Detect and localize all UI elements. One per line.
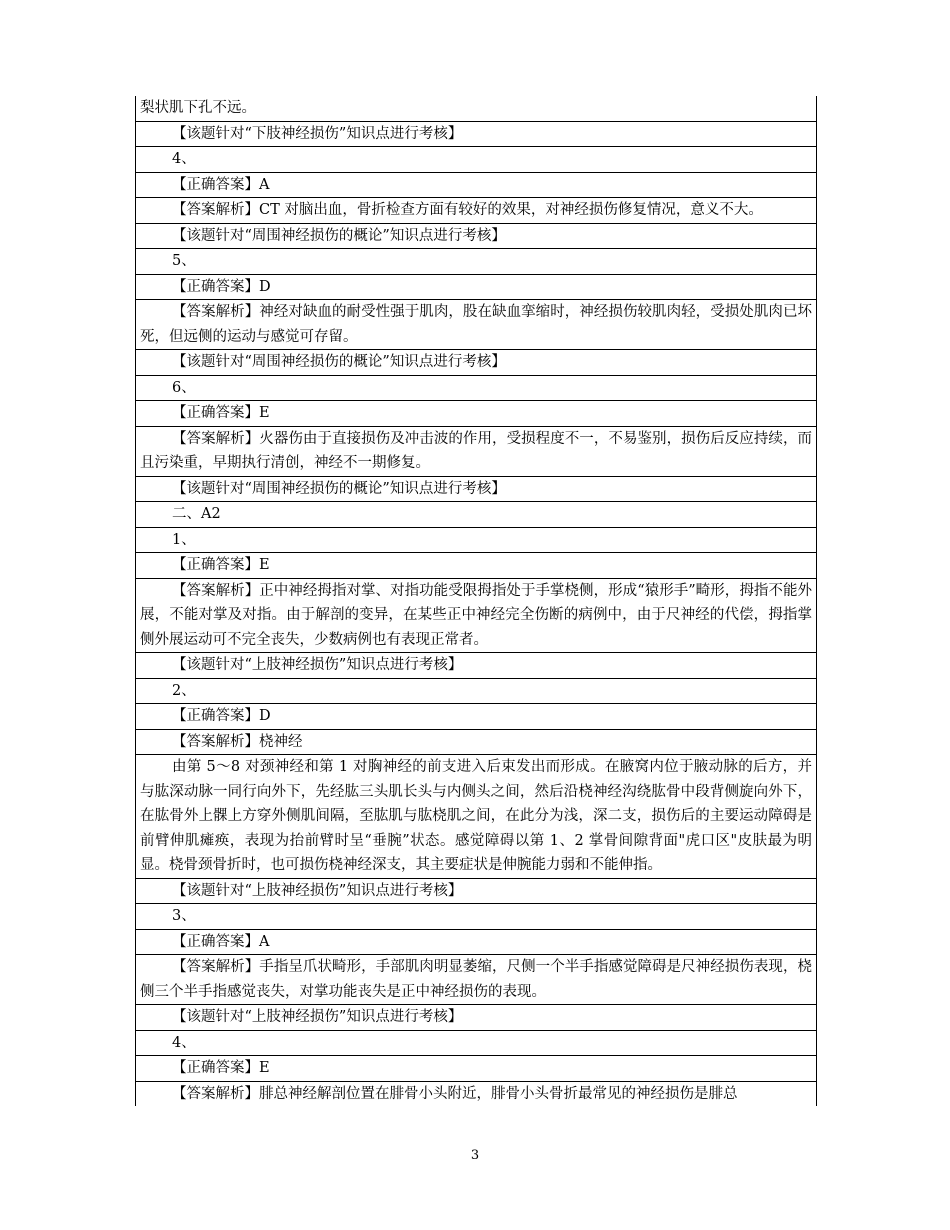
table-row: [136, 704, 816, 730]
table-row: [136, 579, 816, 654]
row-text: 4、: [172, 1034, 196, 1051]
table-row: [136, 224, 816, 250]
row-text: 【答案解析】正中神经拇指对掌、对指功能受限拇指处于手掌桡侧，形成“猿形手”畸形，拇指不能外展，不能对掌及对指。由于解剖的变异，在某些正中神经完全伤断的病例中，由于尺神经的代偿，拇指掌侧外展运动可不完全丧失，少数病例也有表现正常者。: [140, 582, 812, 648]
table-row: [136, 528, 816, 554]
table-row: [136, 502, 816, 528]
row-text: 4、: [172, 151, 196, 167]
table-row: [136, 198, 816, 224]
row-text: 【答案解析】桡神经: [172, 733, 303, 750]
row-text: 【该题针对“下肢神经损伤”知识点进行考核】: [172, 125, 463, 142]
table-row: [136, 401, 816, 427]
table-row: [136, 427, 816, 477]
row-text: 【答案解析】腓总神经解剖位置在腓骨小头附近，腓骨小头骨折最常见的神经损伤是腓总: [172, 1085, 738, 1102]
row-text: 【正确答案】E: [172, 557, 270, 573]
row-text: 【该题针对“周围神经损伤的概论”知识点进行考核】: [172, 480, 506, 497]
row-text: 【正确答案】A: [172, 176, 270, 193]
table-row: [136, 477, 816, 503]
table-row: [136, 955, 816, 1005]
table-row: [136, 376, 816, 402]
row-text: 2、: [172, 682, 196, 699]
table-row: [136, 249, 816, 275]
row-text: 【正确答案】E: [172, 1060, 270, 1076]
row-text: 梨状肌下孔不远。: [140, 100, 256, 116]
row-text: 【该题针对“周围神经损伤的概论”知识点进行考核】: [172, 227, 506, 244]
table-row: [136, 653, 816, 679]
row-text: 6、: [172, 379, 196, 396]
row-text: 【正确答案】E: [172, 405, 270, 421]
row-text: 由第 5～8 对颈神经和第 1 对胸神经的前支进入后束发出而形成。在腋窝内位于腋动脉的后方，并与肱深动脉一同行向外下，先经肱三头肌长头与内侧头之间，然后沿桡神经沟绕肱骨中段背侧旋向外下，在肱骨外上髁上方穿外侧肌间隔，至肱肌与肱桡肌之间，在此分为浅，深二支，损伤后的主要运动障碍是前臂伸肌瘫痪，表现为抬前臂时呈“垂腕”状态。感觉障碍以第 1、2 掌骨间隙背面"虎口区"皮肤最为明显。桡骨颈骨折时，也可损伤桡神经深支，其主要症状是伸腕能力弱和不能伸指。: [140, 759, 812, 873]
table-row: [136, 96, 816, 122]
row-text: 1、: [172, 531, 196, 548]
table-row: [136, 879, 816, 905]
row-text: 【答案解析】神经对缺血的耐受性强于肌肉，股在缺血挛缩时，神经损伤较肌肉轻，受损处肌肉已坏死，但远侧的运动与感觉可存留。: [140, 304, 812, 345]
table-row: [136, 1082, 816, 1107]
row-text: 【正确答案】D: [172, 278, 271, 295]
row-text: 【该题针对“上肢神经损伤”知识点进行考核】: [172, 882, 463, 899]
table-row: [136, 1031, 816, 1057]
table-row: [136, 904, 816, 930]
answer-table: [135, 96, 817, 1106]
row-text: 5、: [172, 253, 196, 269]
page-number: 3: [470, 1148, 480, 1163]
row-text: 3、: [172, 908, 196, 924]
table-row: [136, 147, 816, 173]
table-row: [136, 275, 816, 301]
row-text: 【答案解析】CT 对脑出血，骨折检查方面有较好的效果，对神经损伤修复情况，意义不大。: [172, 202, 763, 218]
table-row: [136, 930, 816, 956]
table-row: [136, 300, 816, 350]
row-text: 【答案解析】火器伤由于直接损伤及冲击波的作用，受损程度不一，不易鉴别，损伤后反应持续，而且污染重，早期执行清创，神经不一期修复。: [140, 430, 812, 471]
table-row: [136, 755, 816, 879]
table-row: [136, 679, 816, 705]
table-row: [136, 1056, 816, 1082]
table-row: [136, 350, 816, 376]
row-text: 【正确答案】D: [172, 708, 271, 724]
row-text: 【该题针对“上肢神经损伤”知识点进行考核】: [172, 657, 463, 673]
table-row: [136, 173, 816, 199]
table-row: [136, 1005, 816, 1031]
row-text: 【答案解析】手指呈爪状畸形，手部肌肉明显萎缩，尺侧一个半手指感觉障碍是尺神经损伤表现，桡侧三个半手指感觉丧失，对掌功能丧失是正中神经损伤的表现。: [140, 959, 812, 1000]
row-text: 【该题针对“周围神经损伤的概论”知识点进行考核】: [172, 354, 506, 370]
row-text: 二、A2: [172, 506, 221, 522]
row-text: 【该题针对“上肢神经损伤”知识点进行考核】: [172, 1009, 463, 1025]
table-row: [136, 730, 816, 756]
table-row: [136, 553, 816, 579]
row-text: 【正确答案】A: [172, 933, 270, 950]
table-row: [136, 122, 816, 148]
